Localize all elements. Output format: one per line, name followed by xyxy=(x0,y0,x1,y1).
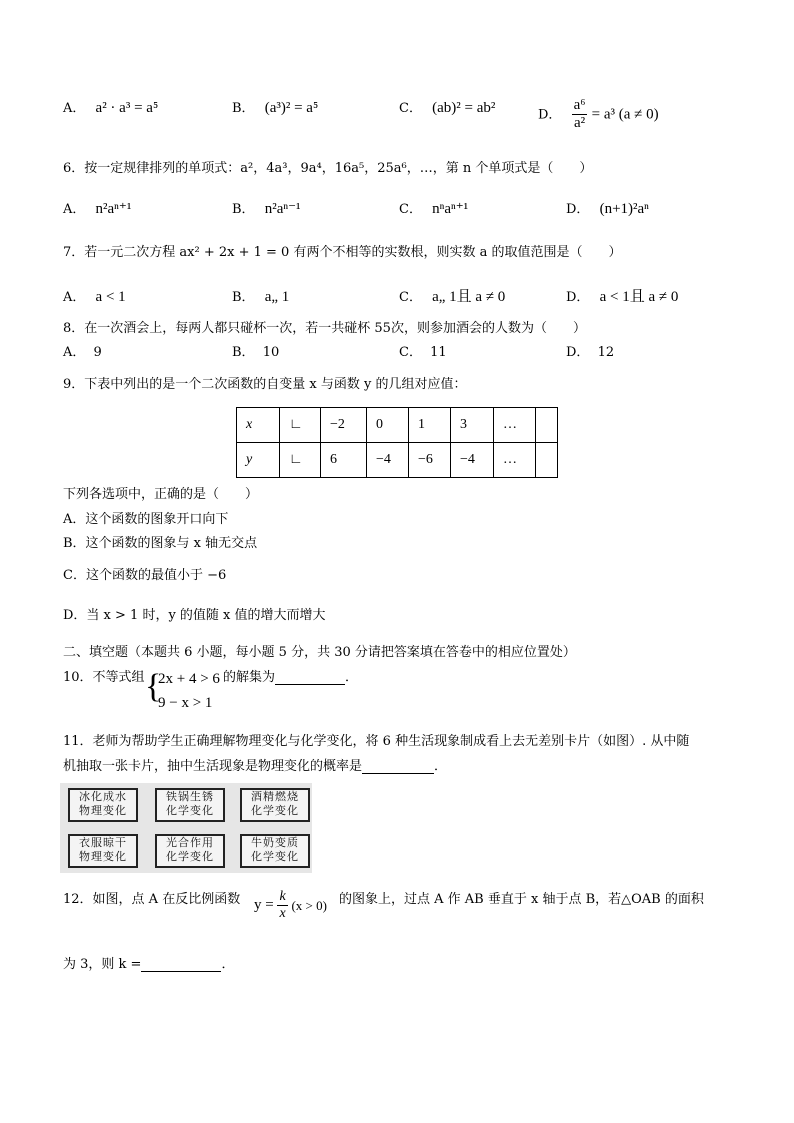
table-cell: −6 xyxy=(409,443,451,478)
q9-prompt: 下列各选项中，正确的是（ ） xyxy=(63,487,259,502)
table-cell xyxy=(536,408,558,443)
q9-option-d[interactable]: D．当 x > 1 时，y 的值随 x 值的增大而增大 xyxy=(63,608,326,623)
q8-option-d[interactable] xyxy=(566,346,614,359)
option-expression: 11 xyxy=(430,345,447,360)
option-label: A． xyxy=(63,290,86,305)
table-row xyxy=(237,443,558,478)
q7-option-b[interactable] xyxy=(232,290,289,305)
option-label: A． xyxy=(63,101,86,116)
inequality-line-2: 9 − x > 1 xyxy=(158,695,213,711)
q5-option-c[interactable] xyxy=(399,101,495,116)
option-label: D． xyxy=(566,202,590,217)
option-expression: n²aⁿ⁻¹ xyxy=(264,201,301,217)
q12-line-2 xyxy=(63,958,234,972)
q10-suffix-text: 的解集为 xyxy=(223,670,276,685)
option-expression: 9 xyxy=(93,345,102,360)
table-cell xyxy=(536,443,558,478)
option-label: D． xyxy=(566,345,590,360)
fraction xyxy=(572,97,588,133)
q10-end: ． xyxy=(345,670,359,685)
table-cell: 0 xyxy=(367,408,409,443)
fraction-denominator: a² xyxy=(573,115,586,132)
option-expression: nⁿaⁿ⁺¹ xyxy=(432,201,469,217)
option-label: B． xyxy=(232,290,255,305)
option-expression: a„ 1 xyxy=(264,289,290,305)
option-label: C． xyxy=(399,101,422,116)
option-expression: a² · a³ = a⁵ xyxy=(95,100,159,116)
table-cell: −4 xyxy=(451,443,494,478)
q11-line-1: 11．老师为帮助学生正确理解物理变化与化学变化，将 6 种生活现象制成看上去无差别卡片（如图）. 从中随 xyxy=(63,734,690,749)
table-cell: … xyxy=(494,443,536,478)
q12-end: ． xyxy=(221,957,235,972)
inverse-function xyxy=(254,889,327,922)
q6-option-a[interactable] xyxy=(63,202,131,217)
left-brace: { xyxy=(145,668,162,705)
q7-stem: 7．若一元二次方程 ax² + 2x + 1 = 0 有两个不相等的实数根，则实数 a 的取值范围是（ ） xyxy=(63,245,622,260)
card-bottom-text: 物理变化 xyxy=(79,850,127,863)
fraction-numerator: k xyxy=(277,889,287,906)
card-bottom-text: 化学变化 xyxy=(251,850,299,863)
option-expression: a < 1且 a ≠ 0 xyxy=(599,289,679,305)
fraction xyxy=(277,889,287,922)
option-label: B． xyxy=(232,345,255,360)
fraction-numerator: a⁶ xyxy=(572,97,588,115)
q6-stem: 6．按一定规律排列的单项式：a²，4a³，9a⁴，16a⁵，25a⁶，…，第 n 个单项式是（ ） xyxy=(63,161,593,176)
table-cell: −2 xyxy=(321,408,367,443)
q7-option-d[interactable] xyxy=(566,290,678,305)
q10-prefix: 10．不等式组 xyxy=(63,670,145,685)
card-top-text: 牛奶变质 xyxy=(251,836,299,849)
answer-blank[interactable] xyxy=(141,958,221,972)
inequality-line-1: 2x + 4 > 6 xyxy=(158,671,220,687)
option-expression: (a³)² = a⁵ xyxy=(264,100,319,116)
option-label: C． xyxy=(399,202,422,217)
q11-line-2 xyxy=(63,760,447,774)
function-lhs: y = xyxy=(254,897,274,914)
q10-suffix xyxy=(223,671,358,685)
q9-option-b[interactable]: B．这个函数的图象与 x 轴无交点 xyxy=(63,536,258,551)
table-cell: ∟ xyxy=(280,443,321,478)
card-5 xyxy=(155,834,225,868)
option-label: C． xyxy=(399,345,422,360)
card-4 xyxy=(68,834,138,868)
card-2 xyxy=(155,788,225,822)
q6-option-b[interactable] xyxy=(232,202,301,217)
option-label: A． xyxy=(63,202,86,217)
table-cell: −4 xyxy=(367,443,409,478)
answer-blank[interactable] xyxy=(275,671,345,685)
q7-option-a[interactable] xyxy=(63,290,126,305)
option-expression: = a³ (a ≠ 0) xyxy=(591,106,659,123)
card-bottom-text: 化学变化 xyxy=(166,804,214,817)
card-bottom-text: 化学变化 xyxy=(251,804,299,817)
fraction-denominator: x xyxy=(279,906,286,922)
option-label: A． xyxy=(63,345,86,360)
table-cell: x xyxy=(237,408,280,443)
q12-prefix: 12．如图，点 A 在反比例函数 xyxy=(63,892,241,907)
option-expression: (ab)² = ab² xyxy=(432,100,496,116)
option-expression: n²aⁿ⁺¹ xyxy=(95,201,132,217)
table-row xyxy=(237,408,558,443)
answer-blank[interactable] xyxy=(362,760,434,774)
q5-option-d[interactable] xyxy=(538,97,659,133)
option-expression: a„ 1且 a ≠ 0 xyxy=(432,289,506,305)
q5-option-a[interactable] xyxy=(63,101,158,116)
option-label: D． xyxy=(538,107,562,123)
function-condition: (x > 0) xyxy=(291,898,327,914)
option-expression: 12 xyxy=(597,345,615,360)
table-cell: 6 xyxy=(321,443,367,478)
q11-end: ． xyxy=(434,759,448,774)
option-label: C． xyxy=(399,290,422,305)
table-cell: 1 xyxy=(409,408,451,443)
q9-option-c[interactable]: C．这个函数的最值小于 −6 xyxy=(63,568,227,583)
section-heading: 二、填空题（本题共 6 小题，每小题 5 分，共 30 分请把答案填在答卷中的相应位置处） xyxy=(63,645,576,660)
option-label: B． xyxy=(232,202,255,217)
option-expression: 10 xyxy=(262,345,280,360)
option-label: B． xyxy=(232,101,255,116)
q11-line-2-text: 机抽取一张卡片，抽中生活现象是物理变化的概率是 xyxy=(63,759,363,774)
table-cell: … xyxy=(494,408,536,443)
table-cell: ∟ xyxy=(280,408,321,443)
table-cell: 3 xyxy=(451,408,494,443)
q8-option-a[interactable] xyxy=(63,346,102,359)
q12-suffix: 的图象上，过点 A 作 AB 垂直于 x 轴于点 B，若△OAB 的面积 xyxy=(339,892,704,907)
q6-option-c[interactable] xyxy=(399,202,468,217)
option-label: D． xyxy=(566,290,590,305)
card-6 xyxy=(240,834,310,868)
card-top-text: 光合作用 xyxy=(166,836,214,849)
q7-option-c[interactable] xyxy=(399,290,505,305)
q8-stem: 8．在一次酒会上，每两人都只碰杯一次，若一共碰杯 55次，则参加酒会的人数为（ ） xyxy=(63,321,586,336)
q8-option-c[interactable] xyxy=(399,346,447,359)
card-top-text: 冰化成水 xyxy=(79,790,127,803)
card-top-text: 酒精燃烧 xyxy=(251,790,299,803)
card-top-text: 铁锅生锈 xyxy=(166,790,214,803)
q8-option-b[interactable] xyxy=(232,346,279,359)
q6-option-d[interactable] xyxy=(566,202,649,217)
option-expression: a < 1 xyxy=(95,289,126,305)
card-1 xyxy=(68,788,138,822)
card-top-text: 衣服晾干 xyxy=(79,836,127,849)
table-cell: y xyxy=(237,443,280,478)
q9-stem: 9．下表中列出的是一个二次函数的自变量 x 与函数 y 的几组对应值： xyxy=(63,377,467,392)
card-3 xyxy=(240,788,310,822)
q12-line-2-text: 为 3，则 k = xyxy=(63,957,142,972)
card-bottom-text: 物理变化 xyxy=(79,804,127,817)
q9-value-table xyxy=(236,407,558,478)
q5-option-b[interactable] xyxy=(232,101,318,116)
q9-option-a[interactable]: A．这个函数的图象开口向下 xyxy=(63,512,229,527)
card-bottom-text: 化学变化 xyxy=(166,850,214,863)
option-expression: (n+1)²aⁿ xyxy=(599,201,649,217)
